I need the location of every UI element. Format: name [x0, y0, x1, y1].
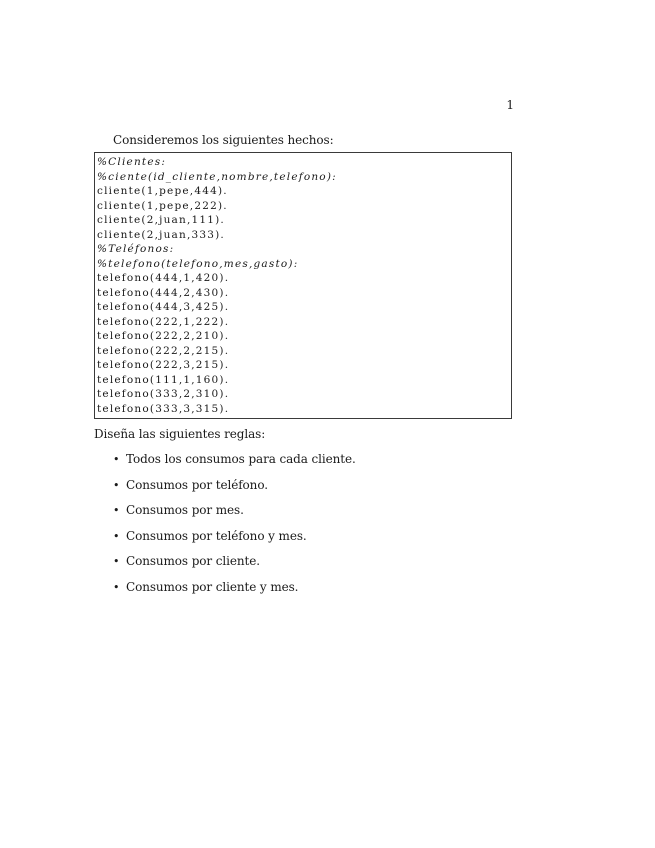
bullet-icon: •: [113, 504, 120, 517]
code-fact-line: telefono(333,2,310).: [97, 388, 230, 400]
bullet-icon: •: [113, 580, 120, 594]
rule-list-item: [113, 554, 356, 580]
bullet-icon: •: [113, 555, 120, 568]
bullet-icon: •: [113, 453, 120, 466]
bullet-icon: •: [113, 478, 120, 492]
code-fact-line: telefono(222,3,215).: [97, 359, 230, 371]
code-fact-line: cliente(1,pepe,444).: [97, 185, 228, 197]
code-fact-line: telefono(444,2,430).: [97, 286, 230, 299]
rule-list-item: [113, 452, 356, 478]
code-fact-line: telefono(222,1,222).: [97, 315, 230, 328]
rules-list: [113, 452, 356, 605]
rule-text: Consumos por cliente.: [126, 554, 260, 568]
code-fact-line: cliente(2,juan,111).: [97, 214, 225, 226]
rules-intro-paragraph: Diseña las siguientes reglas:: [94, 427, 266, 441]
code-fact-line: telefono(333,3,315).: [97, 402, 230, 415]
code-fact-line: cliente(2,juan,333).: [97, 228, 225, 241]
code-fact-line: cliente(1,pepe,222).: [97, 199, 228, 212]
rule-list-item: [113, 503, 356, 529]
code-comment-line: %Teléfonos:: [97, 243, 175, 255]
code-fact-line: telefono(222,2,215).: [97, 344, 230, 357]
code-comment-line: %Clientes:: [97, 156, 167, 168]
code-fact-line: telefono(444,1,420).: [97, 272, 230, 284]
rule-list-item: [113, 478, 356, 504]
code-comment-line: %ciente(id_cliente,nombre,telefono):: [97, 170, 337, 183]
code-listing-box: [94, 152, 512, 419]
code-fact-line: telefono(222,2,210).: [97, 330, 230, 342]
rule-list-item: [113, 529, 356, 555]
code-comment-line: %telefono(telefono,mes,gasto):: [97, 257, 299, 270]
rule-text: Consumos por cliente y mes.: [126, 579, 299, 594]
bullet-icon: •: [113, 529, 120, 543]
page-number: 1: [506, 98, 514, 112]
rule-list-item: [113, 580, 356, 606]
rule-text: Consumos por mes.: [126, 503, 244, 517]
rule-text: Consumos por teléfono.: [126, 477, 268, 492]
intro-paragraph: Consideremos los siguientes hechos:: [113, 133, 334, 147]
code-fact-line: telefono(111,1,160).: [97, 373, 230, 386]
rule-text: Todos los consumos para cada cliente.: [126, 452, 356, 466]
rule-text: Consumos por teléfono y mes.: [126, 528, 307, 543]
code-fact-line: telefono(444,3,425).: [97, 301, 230, 313]
